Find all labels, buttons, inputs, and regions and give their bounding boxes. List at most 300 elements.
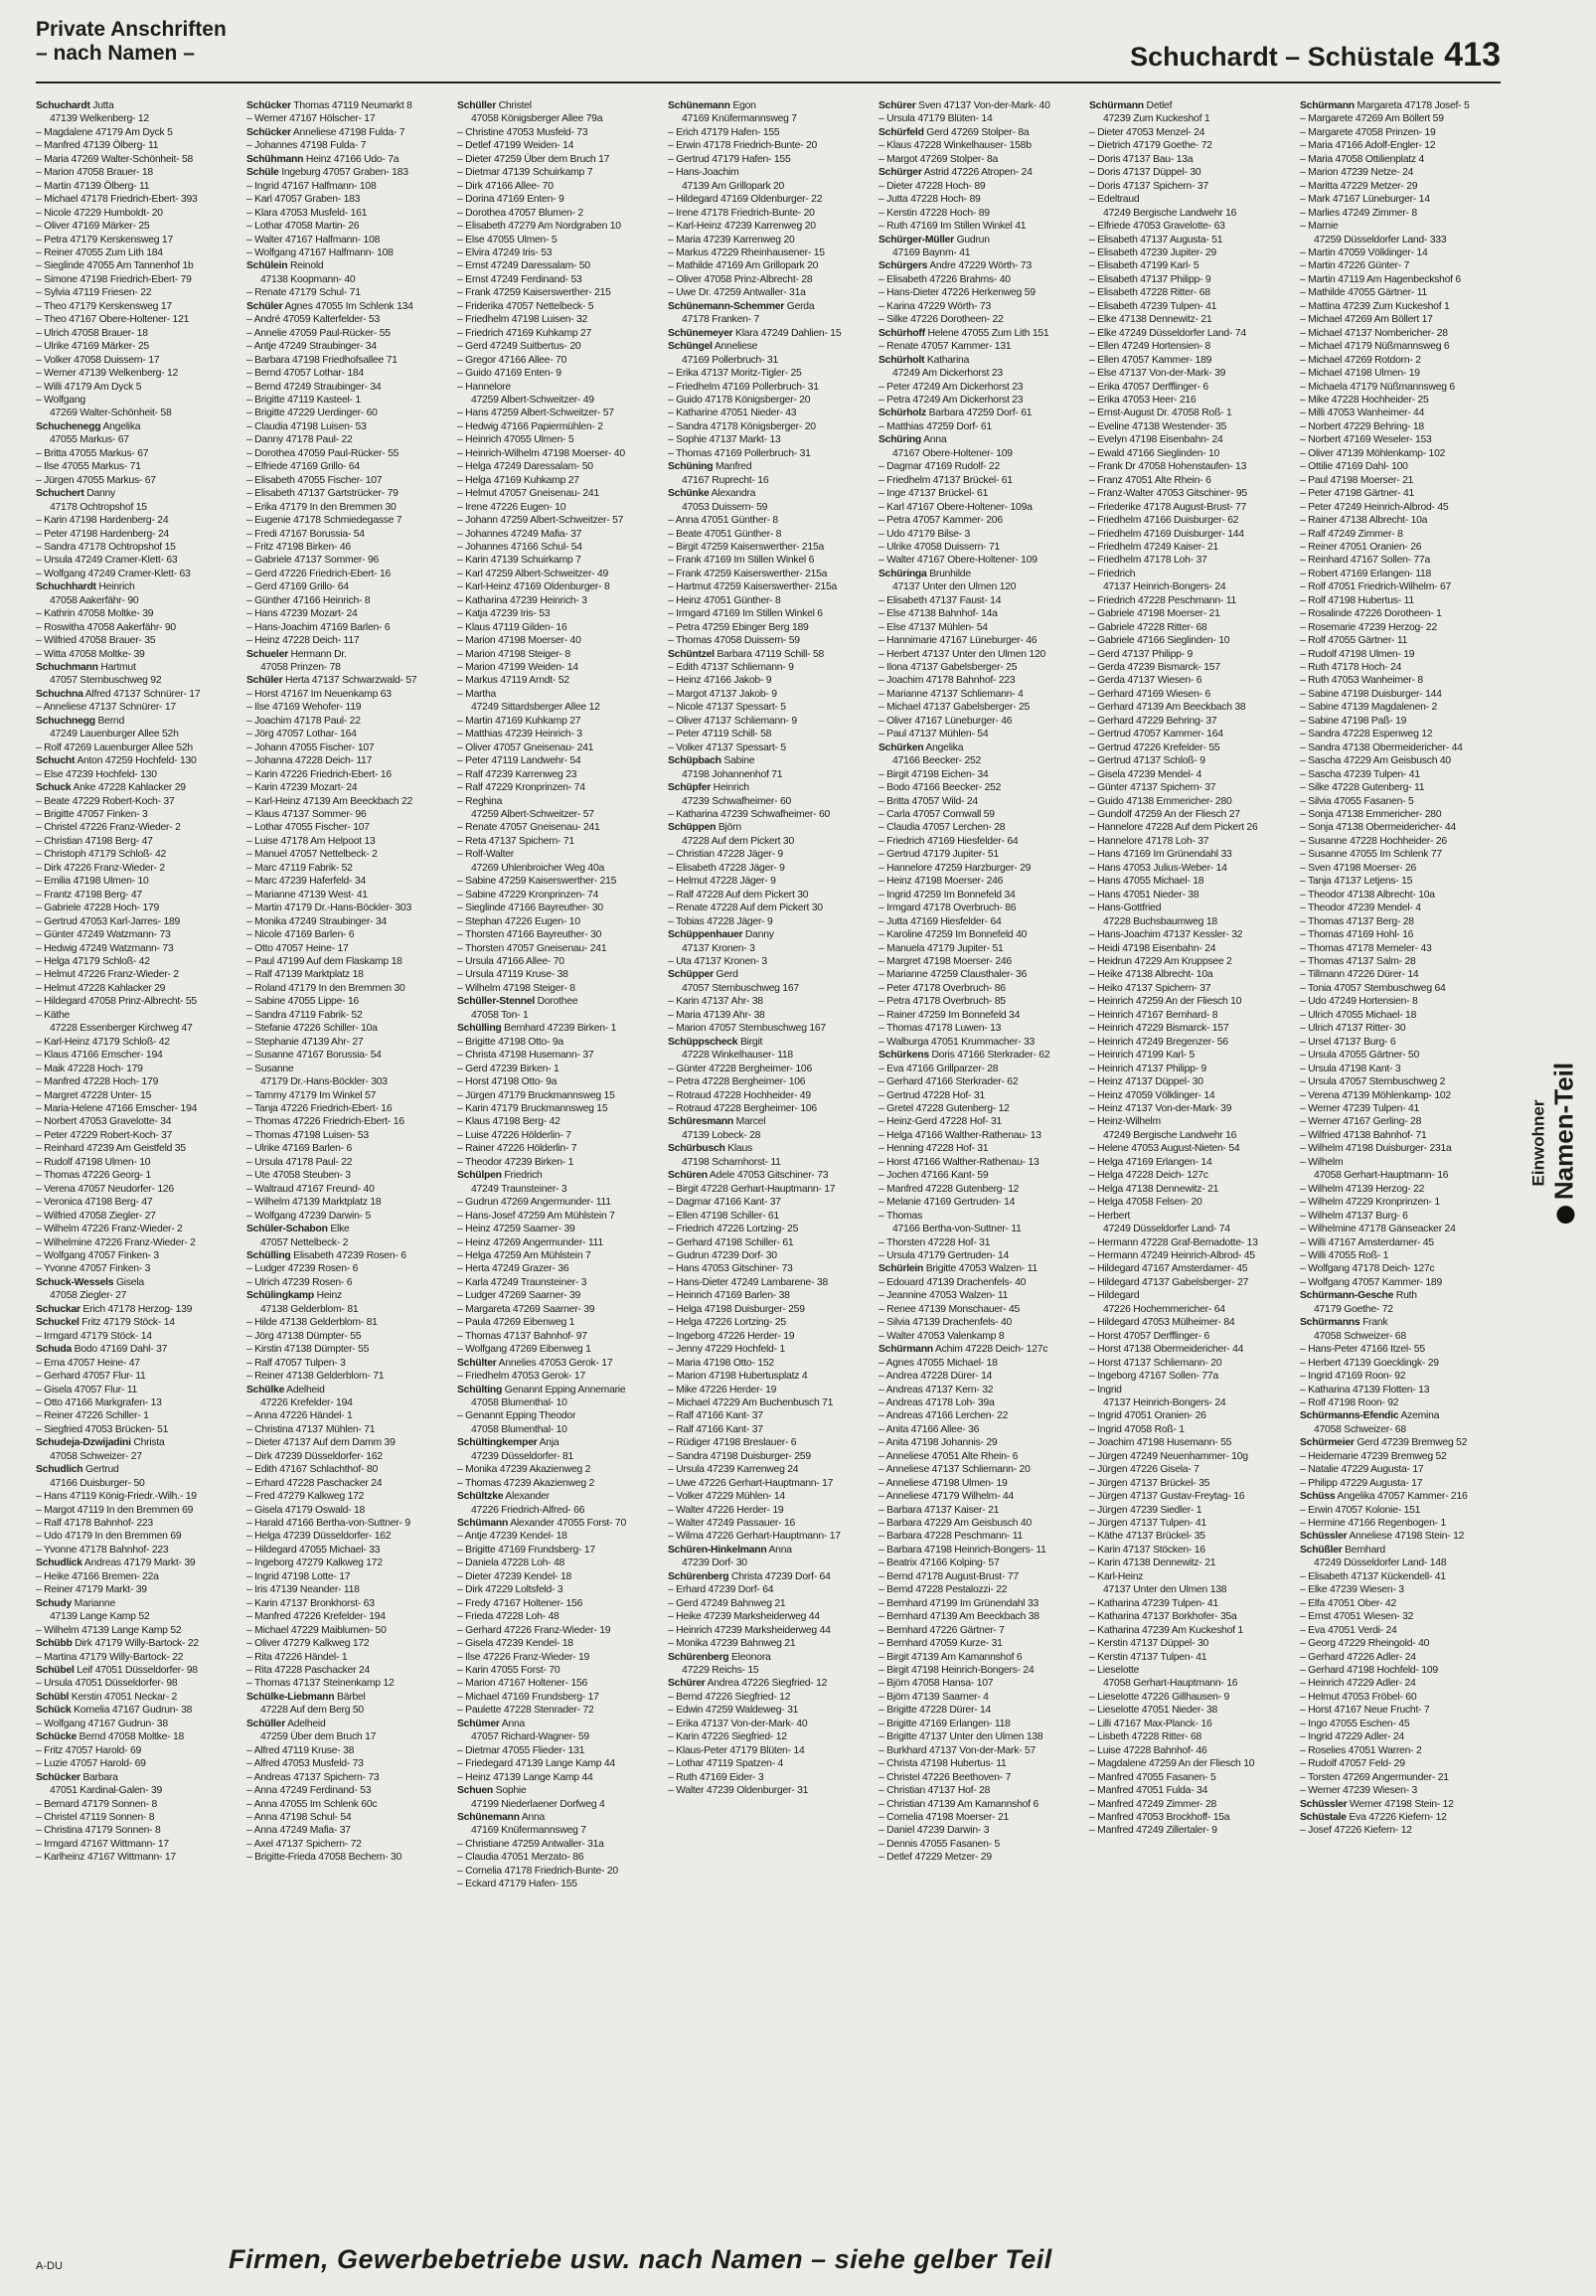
surname-entry	[246, 1249, 451, 1262]
list-item: 47055 Markus- 67	[50, 434, 129, 446]
surname: Schürmeier	[1300, 1437, 1355, 1449]
list-item: – Wilfried 47058 Brauer- 35	[36, 635, 156, 647]
list-item: – Barbara 47137 Kaiser- 21	[878, 1504, 1000, 1516]
list-item: – Rainer 47226 Hölderlin- 7	[457, 1143, 577, 1155]
list-item: 47169 Knüfermannsweg 7	[682, 113, 797, 125]
list-item: – Elisabeth 47228 Jäger- 9	[668, 862, 785, 874]
list-item: – Gerhard 47169 Wiesen- 6	[1089, 688, 1210, 700]
list-item: 47137 Heinrich-Bongers- 24	[1103, 1396, 1226, 1408]
list-item: – Helga 47198 Duisburger- 259	[668, 1303, 805, 1315]
list-item: – Michael 47137 Gabelsberger- 25	[878, 702, 1030, 714]
list-item: – Helga 47058 Felsen- 20	[1089, 1197, 1202, 1209]
entry-detail: Klara 47249 Dahlien- 15	[732, 327, 842, 339]
list-item: – Marianne 47139 West- 41	[246, 889, 368, 901]
entry-detail: Sven 47137 Von-der-Mark- 40	[915, 100, 1050, 111]
list-item: – Heinz 47051 Günther- 8	[668, 594, 781, 606]
list-item: – Ursula 47057 Sternbuschweg 2	[1300, 1076, 1446, 1088]
list-item: – Maria 47166 Adolf-Engler- 12	[1300, 140, 1436, 152]
surname: Schücke	[36, 1731, 77, 1743]
list-item: – Marc 47239 Haferfeld- 34	[246, 876, 366, 888]
list-item: – Paul 47137 Mühlen- 54	[878, 729, 989, 740]
surname-entry	[457, 1718, 662, 1730]
list-item: – Renate 47057 Kammer- 131	[878, 341, 1012, 353]
list-item: – Ellen 47198 Schiller- 61	[668, 1210, 779, 1222]
listing-column-1	[36, 99, 240, 2226]
entry-detail: Adelheid	[285, 1718, 326, 1729]
list-item: – Margot 47119 In den Bremmen 69	[36, 1504, 194, 1516]
list-item: – Christina 47137 Mühlen- 71	[246, 1423, 376, 1435]
list-item: – Stephan 47226 Eugen- 10	[457, 915, 580, 927]
side-tab-line1: Einwohner	[1528, 1099, 1548, 1187]
entry-detail: Astrid 47226 Atropen- 24	[921, 167, 1033, 179]
entry-detail: Anneliese 47198 Stein- 12	[1347, 1531, 1465, 1543]
list-item: – Martina 47179 Willy-Bartock- 22	[36, 1651, 184, 1663]
list-item: – Heike 47138 Albrecht- 10a	[1089, 969, 1213, 981]
list-item: – Monika 47249 Straubinger- 34	[246, 915, 387, 927]
list-item: – Luise 47228 Bahnhof- 46	[1089, 1744, 1207, 1756]
list-item: – Johannes 47198 Fulda- 7	[246, 140, 367, 152]
list-item: – Gertrud 47179 Hafen- 155	[668, 153, 791, 165]
entry-detail: Frank	[1359, 1317, 1388, 1329]
list-item: 47058 Schweizer- 27	[50, 1450, 142, 1462]
list-item: – Jutta 47228 Hoch- 89	[878, 194, 981, 206]
entry-detail: Egon	[729, 100, 756, 111]
list-item: – Fred 47279 Kalkweg 172	[246, 1491, 365, 1503]
list-item: – Kerstin 47137 Düppel- 30	[1089, 1638, 1209, 1650]
surname-entry	[457, 1517, 662, 1530]
list-item: – Anneliese 47137 Schnürer- 17	[36, 702, 176, 714]
list-item: 47178 Franken- 7	[682, 314, 760, 326]
list-item: – Anneliese 47198 Ulmen- 19	[878, 1477, 1008, 1489]
list-item: – Ruth 47053 Wanheimer- 8	[1300, 675, 1423, 687]
surname: Schuckar	[36, 1303, 80, 1315]
surname-entry	[457, 1784, 662, 1797]
entry-detail: Alexander 47055 Forst- 70	[508, 1518, 626, 1530]
list-item: 47051 Kardinal-Galen- 39	[50, 1785, 162, 1797]
list-item: – Thomas 47169 Hohl- 16	[1300, 929, 1414, 941]
list-item: 47259 Albert-Schweitzer- 49	[471, 394, 594, 406]
section-side-tab	[1524, 1014, 1584, 1272]
list-item: – Dieter 47228 Hoch- 89	[878, 180, 986, 192]
entry-detail: Agnes 47055 Im Schlenk 134	[282, 300, 413, 312]
list-item: – Anna 47198 Schul- 54	[246, 1812, 352, 1823]
list-item: – Martin 47169 Kuhkamp 27	[457, 715, 581, 727]
list-item: – Wolfgang 47057 Kammer- 189	[1300, 1276, 1442, 1288]
surname: Schülting	[457, 1384, 503, 1395]
list-item: – Volker 47137 Spessart- 5	[668, 741, 786, 753]
entry-detail: Anneliese	[712, 341, 758, 353]
list-item: – Thomas 47198 Luisen- 53	[246, 1129, 369, 1141]
list-item: – Werner 47239 Wiesen- 3	[1300, 1785, 1417, 1797]
list-item: – Irmgard 47169 Im Stillen Winkel 6	[668, 608, 823, 620]
bullet-dot-icon	[1557, 1206, 1575, 1224]
list-item: – Gerd 47239 Birken- 1	[457, 1063, 559, 1074]
list-item: – Heinz 47137 Düppel- 30	[1089, 1076, 1203, 1088]
surname-entry	[457, 1169, 662, 1182]
list-item: – Andreas 47166 Lerchen- 22	[878, 1410, 1009, 1422]
list-item: – Doris 47137 Bau- 13a	[1089, 153, 1194, 165]
surname: Schülein	[246, 260, 288, 272]
surname-entry	[36, 1691, 240, 1704]
list-item: – Erhard 47228 Paschacker 24	[246, 1477, 383, 1489]
list-item: – Michael 47269 Rotdorn- 2	[1300, 354, 1421, 366]
list-item: – Manuela 47179 Jupiter- 51	[878, 942, 1004, 954]
list-item: – Dorina 47169 Enten- 9	[457, 194, 564, 206]
list-item: – Brigitte 47057 Finken- 3	[36, 809, 148, 821]
entry-detail: Brigitte 47053 Walzen- 11	[923, 1263, 1037, 1275]
list-item: – Detlef 47229 Metzer- 29	[878, 1852, 992, 1864]
list-item: – Katharina 47239 Schwafheimer- 60	[668, 809, 831, 821]
list-item: – Michael 47229 Maiblumen- 50	[246, 1624, 387, 1636]
list-item: – Edwin 47259 Waldeweg- 31	[668, 1705, 799, 1717]
list-item: – Sandra 47178 Ochtropshof 15	[36, 541, 176, 553]
list-item: – Michael 47179 Nüßmannsweg 6	[1300, 341, 1450, 353]
list-item: – Andreas 47137 Spichern- 73	[246, 1771, 380, 1783]
list-item: – Ralf 47139 Marktplatz 18	[246, 969, 364, 981]
list-item: – Hannimarie 47167 Lüneburger- 46	[878, 635, 1037, 647]
surname-entry	[878, 234, 1083, 246]
surname-entry	[36, 1463, 240, 1476]
surname-entry	[36, 1276, 240, 1289]
list-item: 47137 Heinrich-Bongers- 24	[1103, 581, 1226, 593]
list-item: – Hildegard 47055 Michael- 33	[246, 1544, 381, 1556]
list-item: – Frank Dr 47058 Hohenstaufen- 13	[1089, 461, 1247, 473]
list-item: – Rudolf 47198 Ulmen- 19	[1300, 648, 1415, 660]
list-item: – Claudia 47051 Merzato- 86	[457, 1852, 584, 1864]
list-item: – Luise 47226 Hölderlin- 7	[457, 1129, 571, 1141]
list-item: – Elisabeth 47137 Augusta- 51	[1089, 234, 1223, 246]
list-item: – Tanja 47226 Friedrich-Ebert- 16	[246, 1102, 393, 1114]
listing-columns	[36, 99, 1501, 2226]
list-item: – Heidemarie 47239 Bremweg 52	[1300, 1450, 1447, 1462]
list-item: – Margot 47269 Stolper- 8a	[878, 153, 998, 165]
list-item: – Elisabeth 47226 Brahms- 40	[878, 273, 1011, 285]
list-item: 47058 Schweizer- 68	[1314, 1330, 1406, 1342]
list-item: – Ernst 47249 Ferdinand- 53	[457, 273, 582, 285]
list-item: – Else 47138 Bahnhof- 14a	[878, 608, 998, 620]
list-item: – Ulrich 47137 Ritter- 30	[1300, 1023, 1406, 1035]
list-item: – Emilia 47198 Ulmen- 10	[36, 876, 149, 888]
list-item: – Wilhelmine 47226 Franz-Wieder- 2	[36, 1236, 196, 1248]
entry-detail: Kerstin 47051 Neckar- 2	[69, 1691, 178, 1703]
surname: Schüßler	[1300, 1544, 1343, 1556]
list-item: – Elisabeth 47279 Am Nordgraben 10	[457, 221, 621, 233]
list-item: – Jürgen 47137 Tulpen- 41	[1089, 1518, 1206, 1530]
list-item: – Reinhard 47239 Am Geistfeld 35	[36, 1143, 186, 1155]
name-range: Schuchardt – Schüstale	[1130, 42, 1435, 72]
list-item: – Marion 47058 Brauer- 18	[36, 167, 153, 179]
list-item: – Irene 47226 Eugen- 10	[457, 501, 566, 513]
list-item: – Rotraud 47228 Hochheider- 49	[668, 1089, 811, 1101]
list-item: – Mathilde 47055 Gärtner- 11	[1300, 287, 1427, 299]
list-item: – Beatrix 47166 Kolping- 57	[878, 1558, 1000, 1569]
list-item: – Erna 47057 Heine- 47	[36, 1357, 140, 1369]
list-item: – Otto 47166 Markgrafen- 13	[36, 1396, 162, 1408]
list-item: – Günther 47166 Heinrich- 8	[246, 594, 371, 606]
entry-detail: Danny	[83, 488, 115, 500]
list-item: – Anna 47055 Im Schlenk 60c	[246, 1798, 378, 1810]
list-item: – Birgit 47259 Kaiserswerther- 215a	[668, 541, 825, 553]
surname-entry	[668, 340, 873, 353]
list-item: – Inge 47137 Brückel- 61	[878, 488, 989, 500]
list-item: – Walter 47053 Valenkamp 8	[878, 1330, 1005, 1342]
surname: Schürhoff	[878, 327, 925, 339]
surname-entry	[36, 420, 240, 433]
list-item: – Petra 47057 Kammer- 206	[878, 515, 1003, 527]
list-item: – Marion 47198 Steiger- 8	[457, 648, 570, 660]
list-item: – Helga 47239 Düsseldorfer- 162	[246, 1531, 392, 1543]
list-item: – Elvira 47249 Iris- 53	[457, 246, 553, 258]
list-item: – Gerhard 47057 Flur- 11	[36, 1371, 146, 1383]
list-item: – Norbert 47169 Weseler- 153	[1300, 434, 1432, 446]
list-item: – Ingrid	[1089, 1384, 1122, 1395]
list-item: – Wilhelm 47229 Kronprinzen- 1	[1300, 1197, 1440, 1209]
list-item: – Gerhard 47166 Sterkrader- 62	[878, 1076, 1019, 1088]
list-item: – Monika 47239 Akazienweg 2	[457, 1464, 591, 1476]
list-item: – Herbert 47139 Goecklingk- 29	[1300, 1357, 1439, 1369]
list-item: – Anna 47051 Günther- 8	[668, 515, 778, 527]
list-item: – Alfred 47053 Musfeld- 73	[246, 1758, 364, 1770]
entry-detail: Bärbel	[334, 1691, 366, 1703]
list-item: – Heinz 47198 Moerser- 246	[878, 876, 1004, 888]
list-item: – Rolf-Walter	[457, 849, 514, 861]
list-item: – Reiner 47226 Schiller- 1	[36, 1410, 149, 1422]
surname-entry	[668, 487, 873, 500]
list-item: 47058 Blumenthal- 10	[471, 1423, 567, 1435]
entry-detail: Gudrun	[953, 234, 990, 246]
surname-entry	[668, 1651, 873, 1664]
surname: Schüstale	[1300, 1812, 1347, 1823]
surname-entry	[36, 1303, 240, 1316]
list-item: – Gertrud 47137 Schloß- 9	[1089, 755, 1205, 767]
list-item: – Ingrid 47229 Adler- 24	[1300, 1731, 1404, 1743]
list-item: – Hedwig 47249 Watzmann- 73	[36, 942, 174, 954]
list-item: – Andreas 47137 Kern- 32	[878, 1384, 994, 1395]
list-item: – Gregor 47166 Allee- 70	[457, 354, 567, 366]
list-item: – Marion 47198 Moerser- 40	[457, 635, 581, 647]
list-item: – Ernst-August Dr. 47058 Roß- 1	[1089, 408, 1232, 419]
entry-detail: Ruth	[1393, 1290, 1417, 1302]
list-item: – Fritz 47057 Harold- 69	[36, 1744, 142, 1756]
list-item: 47058 Blumenthal- 10	[471, 1396, 567, 1408]
list-item: – Jürgen 47226 Gisela- 7	[1089, 1464, 1199, 1476]
list-item: – Horst 47166 Walther-Rathenau- 13	[878, 1156, 1039, 1168]
list-item: – Ruth 47169 Eider- 3	[668, 1771, 764, 1783]
surname: Schuckel	[36, 1317, 80, 1329]
surname: Schübl	[36, 1691, 70, 1703]
list-item: – Hans-Joachim 47169 Barlen- 6	[246, 621, 391, 633]
list-item: – Tonia 47057 Sternbuschweg 64	[1300, 982, 1446, 994]
surname: Schültingkemper	[457, 1437, 538, 1449]
list-item: – Käthe 47137 Brückel- 35	[1089, 1531, 1205, 1543]
list-item: – Wolfgang 47239 Darwin- 5	[246, 1210, 372, 1222]
entry-detail: Bernd 47058 Moltke- 18	[77, 1731, 185, 1743]
list-item: – Edouard 47139 Drachenfels- 40	[878, 1276, 1027, 1288]
surname: Schüntzel	[668, 648, 715, 660]
list-item: – Ralf 47229 Kronprinzen- 74	[457, 782, 585, 794]
surname-entry	[878, 327, 1083, 340]
list-item: – Thomas 47137 Bahnhof- 97	[457, 1330, 587, 1342]
surname: Schürbusch	[668, 1143, 725, 1155]
surname-entry	[246, 648, 451, 661]
surname: Schürholt	[878, 354, 925, 366]
list-item: – Robert 47169 Erlangen- 118	[1300, 568, 1432, 579]
surname-entry	[457, 995, 662, 1008]
list-item: – Gerda 47137 Wiesen- 6	[1089, 675, 1202, 687]
list-item: – Erich 47179 Hafen- 155	[668, 126, 780, 138]
list-item: – Margarete 47269 Am Böllert 59	[1300, 113, 1444, 125]
list-item: – Peter 47198 Hardenberg- 24	[36, 528, 169, 540]
list-item: – Hans 47259 Albert-Schweitzer- 57	[457, 408, 614, 419]
list-item: – Ursula 47179 Blüten- 14	[878, 113, 993, 125]
surname: Schürenberg	[668, 1570, 729, 1582]
list-item: – Karin 47137 Ahr- 38	[668, 996, 763, 1008]
list-item: – Rainer 47138 Albrecht- 10a	[1300, 515, 1428, 527]
surname-entry	[457, 1384, 662, 1396]
list-item: – Bernard 47179 Sonnen- 8	[36, 1798, 157, 1810]
list-item: – Margot 47137 Jakob- 9	[668, 688, 777, 700]
list-item: – Wilhelmine 47178 Gänseacker 24	[1300, 1224, 1456, 1235]
list-item: 47166 Duisburger- 50	[50, 1477, 145, 1489]
list-item: – Karin 47226 Friedrich-Ebert- 16	[246, 768, 392, 780]
list-item: – Elisabeth 47055 Fischer- 107	[246, 474, 383, 486]
list-item: – Milli 47053 Wanheimer- 44	[1300, 408, 1425, 419]
list-item: – Heinz 47139 Lange Kamp 44	[457, 1771, 593, 1783]
list-item: – Ewald 47166 Sieglinden- 10	[1089, 447, 1220, 459]
surname: Schürmanns	[1300, 1317, 1360, 1329]
list-item: – Elisabeth 47137 Philipp- 9	[1089, 273, 1211, 285]
list-item: – Dagmar 47166 Kant- 37	[668, 1197, 781, 1209]
surname: Schürfeld	[878, 126, 924, 138]
list-item: – Michaela 47179 Nüßmannsweg 6	[1300, 381, 1455, 393]
list-item: – Lothar 47058 Martin- 26	[246, 221, 360, 233]
list-item: – Peter 47249 Am Dickerhorst 23	[878, 381, 1024, 393]
surname-entry	[457, 1811, 662, 1824]
surname: Schüppen	[668, 822, 717, 834]
list-item: – Sonja 47138 Obermeidericher- 44	[1300, 822, 1456, 834]
surname: Schünemann	[457, 1812, 520, 1823]
list-item: – Paulette 47228 Stenrader- 72	[457, 1705, 594, 1717]
list-item: – Lieselotte	[1089, 1665, 1140, 1677]
list-item: – Bernhard 47226 Gärtner- 7	[878, 1624, 1005, 1636]
list-item: – Oliver 47137 Schliemann- 9	[668, 715, 797, 727]
list-item: – Ursula 47178 Paul- 22	[246, 1156, 353, 1168]
list-item: – Magdalene 47179 Am Dyck 5	[36, 126, 173, 138]
list-item: – Verena 47139 Möhlenkamp- 102	[1300, 1089, 1451, 1101]
list-item: – Jenny 47229 Hochfeld- 1	[668, 1344, 785, 1356]
list-item: – Gerhard 47198 Schiller- 61	[668, 1236, 794, 1248]
surname-entry	[1300, 1798, 1505, 1811]
surname-entry	[1089, 99, 1294, 112]
list-item: – Elfa 47051 Ober- 42	[1300, 1597, 1396, 1609]
list-item: 47269 Walter-Schönheit- 58	[50, 408, 172, 419]
list-item: – Dieter 47137 Auf dem Damm 39	[246, 1437, 396, 1449]
list-item: – Dieter 47239 Kendel- 18	[457, 1570, 572, 1582]
list-item: – Gerd 47169 Grillo- 64	[246, 581, 349, 593]
list-item: 47249 Bergische Landwehr 16	[1103, 207, 1237, 219]
list-item: – Manfred 47228 Gutenberg- 12	[878, 1183, 1020, 1195]
entry-detail: Bodo 47169 Dahl- 37	[72, 1344, 168, 1356]
list-item: – Sascha 47239 Tulpen- 41	[1300, 768, 1420, 780]
surname: Schüren-Hinkelmann	[668, 1544, 767, 1556]
list-item: – Oliver 47139 Möhlenkamp- 102	[1300, 447, 1446, 459]
list-item: – Mark 47167 Lüneburger- 14	[1300, 194, 1430, 206]
entry-detail: Angelika	[923, 741, 964, 753]
list-item: – Maria 47198 Otto- 152	[668, 1357, 774, 1369]
list-item: – Silke 47226 Dorotheen- 22	[878, 314, 1004, 326]
list-item: – Karina 47229 Wörth- 73	[878, 300, 991, 312]
surname: Schürger	[878, 167, 922, 179]
list-item: 47058 Gerhart-Hauptmann- 16	[1103, 1678, 1238, 1690]
list-item: – Helga 47249 Daressalam- 50	[457, 461, 593, 473]
list-item: – Jochen 47166 Kant- 59	[878, 1170, 989, 1182]
entry-detail: Gerda	[784, 300, 815, 312]
list-item: – Gertrud 47053 Karl-Jarres- 189	[36, 915, 181, 927]
surname-entry	[36, 1557, 240, 1569]
list-item: – Markus 47229 Rheinhausener- 15	[668, 246, 825, 258]
list-item: – Thomas 47137 Berg- 28	[1300, 915, 1414, 927]
entry-detail: Herta 47137 Schwarzwald- 57	[282, 675, 417, 687]
list-item: – Wilma 47226 Gerhart-Hauptmann- 17	[668, 1531, 841, 1543]
list-item: – Mattina 47239 Zum Kuckeshof 1	[1300, 300, 1450, 312]
list-item: 47178 Ochtropshof 15	[50, 501, 147, 513]
list-item: – Helga 47169 Kuhkamp 27	[457, 474, 579, 486]
list-item: – Karin 47226 Siegfried- 12	[668, 1731, 787, 1743]
list-item: – Thomas 47137 Salm- 28	[1300, 956, 1416, 967]
surname: Schühmann	[246, 153, 304, 165]
list-item: – Lothar 47119 Spatzen- 4	[668, 1758, 784, 1770]
list-item: – Christina 47179 Sonnen- 8	[36, 1825, 161, 1837]
surname: Schüss	[1300, 1491, 1336, 1503]
list-item: – Theodor 47138 Albrecht- 10a	[1300, 889, 1435, 901]
list-item: – Petra 47178 Overbruch- 85	[878, 996, 1006, 1008]
list-item: – Heidi 47198 Eisenbahn- 24	[1089, 942, 1216, 954]
list-item: – Nicole 47169 Barlen- 6	[246, 929, 355, 941]
surname-entry	[668, 1544, 873, 1557]
surname: Schümann	[457, 1518, 509, 1530]
list-item: – Helga 47226 Lortzing- 25	[668, 1317, 786, 1329]
list-item: – Helmut 47057 Gneisenau- 241	[457, 488, 599, 500]
surname-entry	[878, 354, 1083, 367]
list-item: – Reiner 47179 Markt- 39	[36, 1584, 147, 1596]
list-item: – Christa 47198 Husemann- 37	[457, 1050, 594, 1062]
list-item: – Wilhelm 47198 Duisburger- 231a	[1300, 1143, 1452, 1155]
list-item: – Friedhelm 47169 Duisburger- 144	[1089, 528, 1244, 540]
list-item: 47226 Krefelder- 194	[260, 1396, 353, 1408]
surname-entry	[36, 487, 240, 500]
list-item: – Monika 47239 Bahnweg 21	[668, 1638, 796, 1650]
surname: Schüpfer	[668, 782, 712, 794]
list-item: – Gretel 47228 Gutenberg- 12	[878, 1102, 1010, 1114]
surname-entry	[668, 99, 873, 112]
region-code: A-DU	[36, 2260, 63, 2272]
list-item: – Marc 47119 Fabrik- 52	[246, 862, 353, 874]
list-item: – Rosalinde 47226 Dorotheen- 1	[1300, 608, 1442, 620]
list-item: – Gerhard 47198 Hochfeld- 109	[1300, 1665, 1438, 1677]
surname: Schuchnegg	[36, 715, 95, 727]
list-item: – Reghina	[457, 795, 503, 807]
surname-entry	[36, 661, 240, 674]
list-item: – Heinrich 47229 Adler- 24	[1300, 1678, 1416, 1690]
list-item: – Hans-Dieter 47249 Lambarene- 38	[668, 1276, 828, 1288]
list-item: – Anna 47249 Mafia- 37	[246, 1825, 351, 1837]
list-item: – Heinrich 47167 Bernhard- 8	[1089, 1009, 1218, 1021]
surname: Schünemeyer	[668, 327, 733, 339]
list-item: – Manuel 47057 Nettelbeck- 2	[246, 849, 378, 861]
list-item: – Sandra 47138 Obermeidericher- 44	[1300, 741, 1463, 753]
surname-entry	[878, 1262, 1083, 1275]
list-item: – Marianne 47137 Schliemann- 4	[878, 688, 1024, 700]
